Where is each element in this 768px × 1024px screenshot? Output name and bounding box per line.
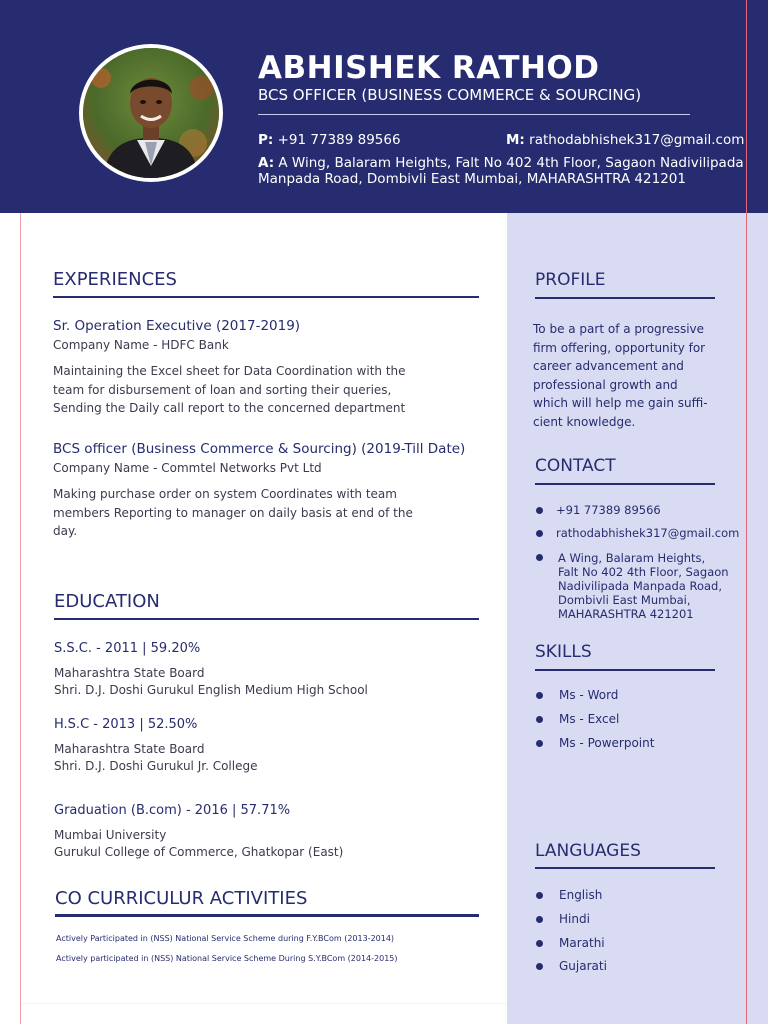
role-divider bbox=[258, 114, 690, 115]
job-company-2: Company Name - Commtel Networks Pvt Ltd bbox=[53, 461, 322, 475]
bullet-dot-icon bbox=[536, 507, 543, 514]
bullet-dot-icon bbox=[536, 692, 543, 699]
education-title-3: Graduation (B.com) - 2016 | 57.71% bbox=[54, 803, 291, 818]
bullet-dot-icon bbox=[536, 530, 543, 537]
bullet-dot-icon bbox=[536, 554, 543, 561]
contact-address-line: A Wing, Balaram Heights, bbox=[558, 551, 706, 565]
header-address-line-1 bbox=[258, 155, 744, 171]
education-school-3: Gurukul College of Commerce, Ghatkopar (East) bbox=[54, 845, 344, 859]
contact-address-line: MAHARASHTRA 421201 bbox=[558, 607, 694, 621]
header-address-line-2: Manpada Road, Dombivli East Mumbai, MAHARASHTRA 421201 bbox=[258, 171, 686, 187]
language-item: Hindi bbox=[559, 912, 590, 926]
education-title-2: H.S.C - 2013 | 52.50% bbox=[54, 717, 198, 732]
job-description-1-line: Maintaining the Excel sheet for Data Coordination with the bbox=[53, 364, 406, 378]
education-heading: EDUCATION bbox=[54, 591, 160, 612]
skills-divider bbox=[535, 669, 715, 671]
activity-item-1: Actively Participated in (NSS) National Service Scheme during F.Y.BCom (2013-2014) bbox=[56, 934, 395, 943]
education-school-1: Shri. D.J. Doshi Gurukul English Medium High School bbox=[54, 683, 368, 697]
job-company-1: Company Name - HDFC Bank bbox=[53, 338, 229, 352]
activities-divider bbox=[55, 914, 479, 917]
bullet-dot-icon bbox=[536, 940, 543, 947]
profile-line: To be a part of a progressive bbox=[533, 322, 705, 336]
language-item: Gujarati bbox=[559, 959, 607, 973]
job-description-2-line: day. bbox=[53, 524, 78, 538]
job-description-2-line: members Reporting to manager on daily basis at end of the bbox=[53, 505, 413, 520]
experiences-heading: EXPERIENCES bbox=[53, 269, 177, 290]
profile-heading: PROFILE bbox=[535, 270, 606, 290]
education-title-1: S.S.C. - 2011 | 59.20% bbox=[54, 641, 201, 656]
contact-address-line: Falt No 402 4th Floor, Sagaon bbox=[558, 565, 729, 579]
job-title-1: Sr. Operation Executive (2017-2019) bbox=[53, 318, 301, 334]
language-item: English bbox=[559, 888, 603, 902]
education-board-2: Maharashtra State Board bbox=[54, 742, 205, 756]
contact-address-line: Nadivilipada Manpada Road, bbox=[558, 579, 723, 593]
email-value: rathodabhishek317@gmail.com bbox=[529, 132, 745, 148]
skill-item: Ms - Powerpoint bbox=[559, 736, 655, 750]
contact-address bbox=[558, 551, 743, 621]
contact-heading: CONTACT bbox=[535, 456, 616, 476]
profile-photo-icon bbox=[83, 48, 219, 178]
address-label: A: bbox=[258, 155, 275, 171]
experiences-divider bbox=[53, 296, 479, 298]
job-description-2 bbox=[53, 485, 453, 541]
profile-text bbox=[533, 320, 733, 432]
profile-divider bbox=[535, 297, 715, 299]
job-description-1-line: Sending the Daily call report to the concerned department bbox=[53, 401, 406, 415]
bullet-dot-icon bbox=[536, 892, 543, 899]
job-title-2: BCS officer (Business Commerce & Sourcing) (2019-Till Date) bbox=[53, 441, 466, 457]
skill-item: Ms - Excel bbox=[559, 712, 620, 726]
activities-heading: CO CURRICULUR ACTIVITIES bbox=[55, 888, 308, 909]
phone-value: +91 77389 89566 bbox=[277, 132, 401, 148]
bullet-dot-icon bbox=[536, 963, 543, 970]
left-guide-line bbox=[20, 213, 21, 1024]
profile-photo-frame bbox=[79, 44, 223, 182]
languages-divider bbox=[535, 867, 715, 869]
person-role: BCS OFFICER (BUSINESS COMMERCE & SOURCING) bbox=[258, 86, 642, 104]
job-description-1-line: team for disbursement of loan and sorting their queries, bbox=[53, 382, 392, 397]
education-board-3: Mumbai University bbox=[54, 828, 167, 842]
header-email bbox=[506, 132, 744, 148]
skill-item: Ms - Word bbox=[559, 688, 619, 702]
contact-email: rathodabhishek317@gmail.com bbox=[556, 526, 740, 540]
contact-phone: +91 77389 89566 bbox=[556, 503, 661, 517]
job-description-1 bbox=[53, 362, 453, 418]
profile-line: which will help me gain suffi- bbox=[533, 396, 708, 411]
email-label: M: bbox=[506, 132, 525, 148]
right-guide-line bbox=[746, 0, 747, 1024]
languages-heading: LANGUAGES bbox=[535, 841, 641, 861]
profile-line: career advancement and bbox=[533, 359, 684, 374]
bullet-dot-icon bbox=[536, 916, 543, 923]
education-school-2: Shri. D.J. Doshi Gurukul Jr. College bbox=[54, 759, 258, 773]
bullet-dot-icon bbox=[536, 716, 543, 723]
language-item: Marathi bbox=[559, 936, 605, 950]
person-name: ABHISHEK RATHOD bbox=[258, 50, 600, 86]
header-phone bbox=[258, 132, 401, 148]
job-description-2-line: Making purchase order on system Coordinates with team bbox=[53, 487, 397, 501]
skills-heading: SKILLS bbox=[535, 642, 592, 662]
contact-address-line: Dombivli East Mumbai, bbox=[558, 593, 691, 607]
profile-line: firm offering, opportunity for bbox=[533, 340, 706, 355]
address-value-1: A Wing, Balaram Heights, Falt No 402 4th Floor, Sagaon Nadivilipada bbox=[278, 155, 744, 171]
activity-item-2: Actively participated in (NSS) National Service Scheme During S.Y.BCom (2014-2015) bbox=[56, 954, 398, 963]
contact-divider bbox=[535, 483, 715, 485]
education-divider bbox=[54, 618, 479, 620]
profile-photo bbox=[83, 48, 219, 178]
profile-line: professional growth and bbox=[533, 377, 678, 392]
bottom-guide-line bbox=[21, 1003, 507, 1004]
profile-line: cient knowledge. bbox=[533, 414, 636, 429]
phone-label: P: bbox=[258, 132, 274, 148]
education-board-1: Maharashtra State Board bbox=[54, 666, 205, 680]
bullet-dot-icon bbox=[536, 740, 543, 747]
